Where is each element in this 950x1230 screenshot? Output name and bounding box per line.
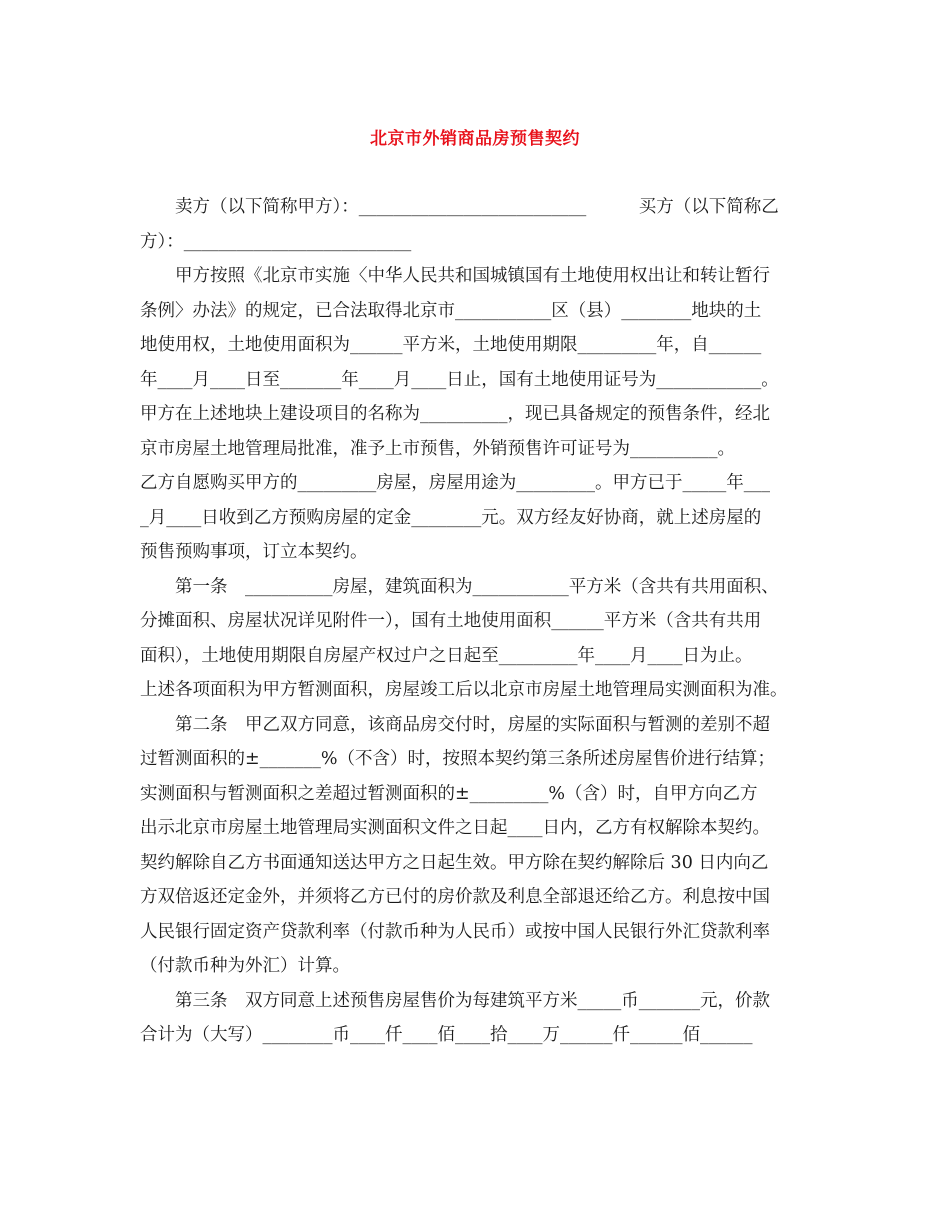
document-title: 北京市外销商品房预售契约 bbox=[370, 129, 580, 149]
article-1-line: 上述各项面积为甲方暂测面积，房屋竣工后以北京市房屋土地管理局实测面积为准。 bbox=[140, 680, 788, 700]
article-2-line: 实测面积与暂测面积之差超过暂测面积的±_________%（含）时，自甲方向乙方 bbox=[140, 783, 758, 804]
preamble-line: 条例〉办法》的规定，已合法取得北京市___________区（县）________地块的土 bbox=[140, 300, 762, 321]
article-2-line: 方双倍返还定金外，并须将乙方已付的房价款及利息全部退还给乙方。利息按中国 bbox=[140, 887, 770, 907]
preamble-line: 地使用权，土地使用面积为______平方米，土地使用期限_________年，自______ bbox=[140, 335, 762, 355]
article-2-line: 第二条 甲乙双方同意，该商品房交付时，房屋的实际面积与暂测的差别不超 bbox=[175, 714, 770, 735]
article-1-line: 第一条 __________房屋，建筑面积为___________平方米（含共有共用面积、 bbox=[175, 576, 779, 597]
article-3-line: 合计为（大写）________币____仟____佰____拾____万______仟______佰______ bbox=[140, 1025, 753, 1045]
preamble-line: 京市房屋土地管理局批准，准予上市预售，外销预售许可证号为__________。 bbox=[140, 438, 735, 459]
preamble-line: 甲方在上述地块上建设项目的名称为__________，现已具备规定的预售条件，经北 bbox=[140, 404, 770, 424]
article-1-line: 面积），土地使用期限自房屋产权过户之日起至_________年____月____日为止。 bbox=[140, 645, 753, 666]
preamble-line: 预售预购事项，订立本契约。 bbox=[140, 542, 368, 562]
article-2-line: （付款币种为外汇）计算。 bbox=[140, 956, 350, 976]
buyer-line-cont: 方）：__________________________ bbox=[140, 231, 412, 252]
article-1-line: 分摊面积、房屋状况详见附件一），国有土地使用面积______平方米（含共有共用 bbox=[140, 611, 762, 631]
article-3-line: 第三条 双方同意上述预售房屋售价为每建筑平方米_____币_______元，价款 bbox=[175, 990, 770, 1011]
seller-buyer-line: 卖方（以下简称甲方）：__________________________ 买方（以下简称乙 bbox=[175, 197, 779, 217]
article-2-line: 契约解除自乙方书面通知送达甲方之日起生效。甲方除在契约解除后 30 日内向乙 bbox=[140, 852, 769, 873]
preamble-line: 甲方按照《北京市实施〈中华人民共和国城镇国有土地使用权出让和转让暂行 bbox=[175, 266, 770, 286]
article-2-line: 人民银行固定资产贷款利率（付款币种为人民币）或按中国人民银行外汇贷款利率 bbox=[140, 921, 770, 942]
preamble-line: _月____日收到乙方预购房屋的定金________元。双方经友好协商，就上述房屋的 bbox=[140, 507, 762, 528]
document-body bbox=[140, 190, 820, 1053]
preamble-line: 乙方自愿购买甲方的_________房屋，房屋用途为_________。甲方已于_____年___ bbox=[140, 473, 770, 493]
article-2-line: 出示北京市房屋土地管理局实测面积文件之日起____日内，乙方有权解除本契约。 bbox=[140, 818, 770, 838]
article-2-line: 过暂测面积的±_______%（不含）时，按照本契约第三条所述房屋售价进行结算； bbox=[140, 749, 776, 769]
preamble-line: 年____月____日至_______年____月____日止，国有土地使用证号为____________。 bbox=[140, 369, 779, 390]
